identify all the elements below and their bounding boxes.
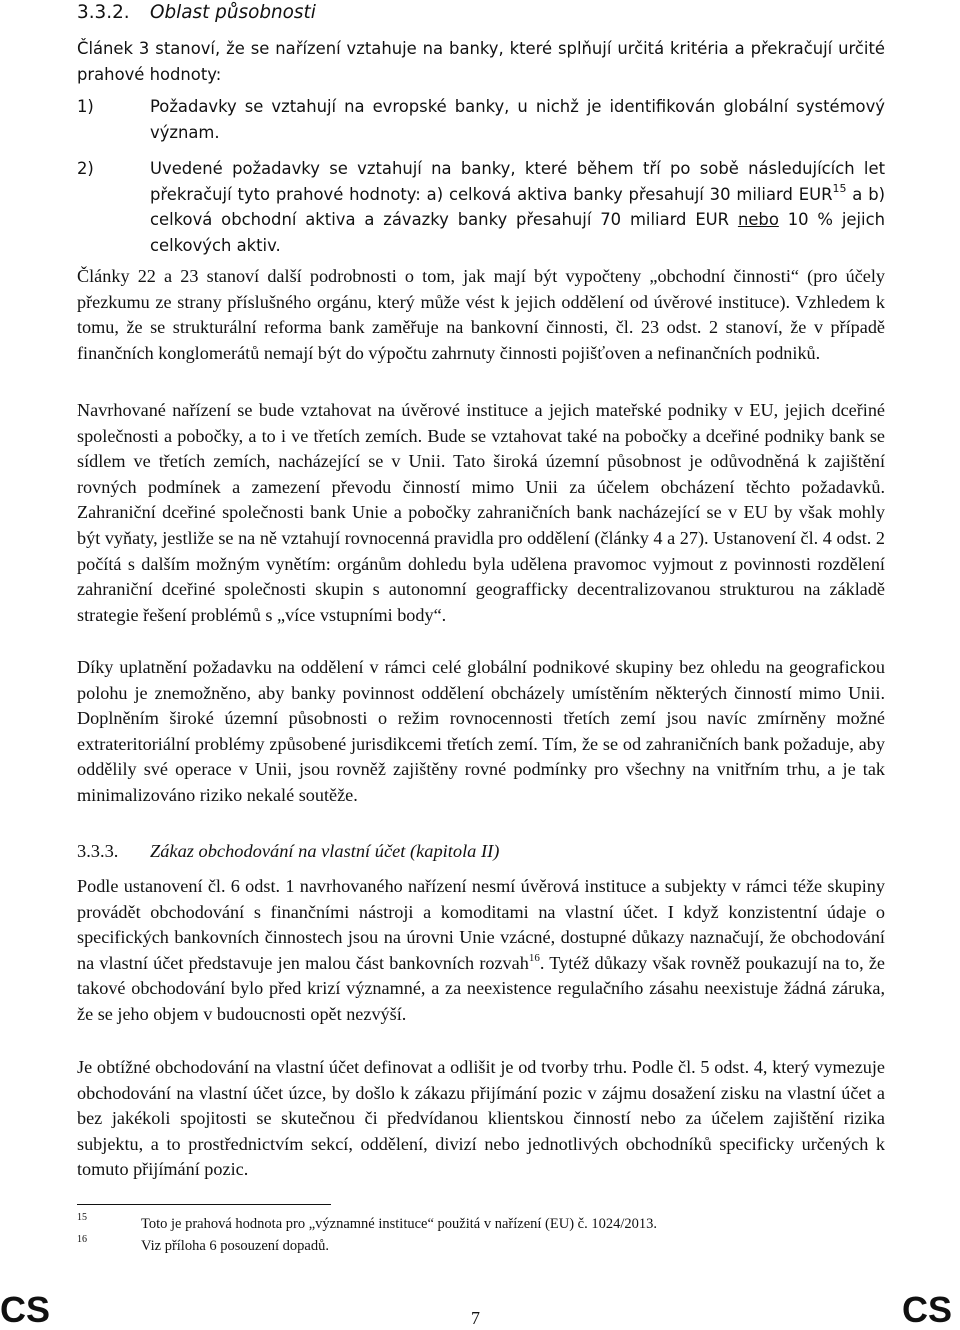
footnote-separator xyxy=(77,1204,331,1205)
footer-language-right: CS xyxy=(902,1289,953,1330)
section-number: 3.3.3. xyxy=(77,841,119,861)
section-title: Oblast působnosti xyxy=(150,2,316,23)
paragraph-text-part: Podle ustanovení čl. 6 odst. 1 navrhovaného nařízení nesmí úvěrová instituce a subjekty v rámci téže skupiny provádět obchodování s finančními nástroji a komoditami na vlastní účet. I když konzistentní údaje o specifických bankovních činnostech jsou na úrovni Unie vzácné, dostupné důkazy naznačují, že obchodování na vlastní účet představuje jen malou část bankovních rozvah xyxy=(77,876,885,973)
list-number: 2) xyxy=(77,159,94,178)
paragraph-1: Články 22 a 23 stanoví další podrobnosti o tom, jak mají být vypočteny „obchodní činnosti“ (pro účely přezkumu ze strany příslušného orgánu, který může vést k jejich oddělení od úvěrové instituce). Vzhledem k tomu, že se strukturální reforma bank zaměřuje na bankovní činnosti, čl. 23 odst. 2 stanoví, že v případě finančních konglomerátů nemají být do výpočtu zahrnuty činnosti pojišťoven a nefinančních podniků. xyxy=(77,266,885,363)
paragraph-4 xyxy=(77,874,885,1028)
intro-paragraph: Článek 3 stanoví, že se nařízení vztahuje na banky, které splňují určitá kritéria a překračují určité prahové hodnoty: xyxy=(77,39,885,84)
section-number: 3.3.2. xyxy=(77,2,130,23)
footer-language-left: CS xyxy=(0,1289,51,1330)
underlined-word: nebo xyxy=(737,210,779,229)
footnote-ref-16[interactable]: 16 xyxy=(528,951,540,964)
list-text-part: a b) celková obchodní aktiva a závazky banky přesahují 70 miliard EUR xyxy=(150,184,885,229)
footnote-text: Viz příloha 6 posouzení dopadů. xyxy=(141,1238,329,1254)
paragraph-2: Navrhované nařízení se bude vztahovat na úvěrové instituce a jejich mateřské podniky v EU, jejich dceřiné společnosti a pobočky, a to i ve třetích zemích. Bude se vztahovat také na pobočky a dceřiné podniky bank se sídlem ve třetích zemích, nacházející se v Unii. Tato široká územní působnost je odůvodněná k zajištění rovných podmínek a zamezení převodu činností mimo Unii za účelem obcházení těchto požadavků. Zahraniční dceřiné společnosti bank Unie a pobočky zahraničních bank nacházející se v EU by však mohly být vyňaty, jestliže se na ně vztahují rovnocenná pravidla pro oddělení (články 4 a 27). Ustanovení čl. 4 odst. 2 počítá s dalším možným vynětím: orgánům dohledu byla udělena pravomoc vyjmout z povinnosti rozdělení zahraniční dceřiné společnosti skupin s autonomní geografficky decentralizovanou strukturou na základě strategie řešení problémů s „více vstupními body“. xyxy=(77,400,885,625)
footnote-number: 15 xyxy=(77,1212,87,1223)
list-number: 1) xyxy=(77,97,94,116)
list-text-part: 10 % jejich celkových aktiv. xyxy=(150,210,885,255)
paragraph-text-part: . Tytéž důkazy však rovněž poukazují na to, že takové obchodování bylo před krizí významné, a za neexistence regulačního zásahu neexistuje žádná záruka, že se jeho objem v budoucnosti opět nezvýší. xyxy=(77,952,885,1024)
footnote-ref-15[interactable]: 15 xyxy=(832,181,847,195)
section-title: Zákaz obchodování na vlastní účet (kapitola II) xyxy=(150,841,500,861)
list-item-2 xyxy=(77,156,885,258)
page-number: 7 xyxy=(471,1308,480,1328)
list-item-1 xyxy=(77,94,885,145)
paragraph-5: Je obtížné obchodování na vlastní účet definovat a odlišit je od tvorby trhu. Podle čl. 5 odst. 4, který vymezuje obchodování na vlastní účet úzce, by došlo k zákazu přijímání pozic v zájmu dosažení zisku na vlastní účet a bez jakékoli spojitosti se skutečnou či předvídanou klientskou činností nebo za účelem zajištění rizika subjektu, a to prostřednictvím sekcí, oddělení, divizí nebo jednotlivých obchodníků specificky určených k tomuto přijímání pozic. xyxy=(77,1057,885,1180)
footnote-number: 16 xyxy=(77,1234,87,1245)
footnote-text: Toto je prahová hodnota pro „významné instituce“ použitá v nařízení (EU) č. 1024/2013. xyxy=(141,1216,657,1232)
list-text xyxy=(150,156,885,258)
list-text: Požadavky se vztahují na evropské banky, u nichž je identifikován globální systémový význam. xyxy=(150,97,885,142)
list-text-part: Uvedené požadavky se vztahují na banky, které během tří po sobě následujících let překračují tyto prahové hodnoty: a) celková aktiva banky přesahují 30 miliard EUR xyxy=(150,159,885,204)
paragraph-3: Díky uplatnění požadavku na oddělení v rámci celé globální podnikové skupiny bez ohledu na geografickou polohu je znemožněno, aby banky povinnost oddělení obcházely umístěním některých činností mimo Unii. Doplněním široké územní působnosti o režim rovnocennosti třetích zemí jsou navíc zmírněny možné extrateritoriální problémy způsobené jurisdikcemi třetích zemí. Tím, že se od zahraničních bank požaduje, aby oddělily své operace v Unii, jsou rovněž zajištěny rovné podmínky pro všechny na vnitřním trhu, a je tak minimalizováno riziko nekalé soutěže. xyxy=(77,657,885,805)
